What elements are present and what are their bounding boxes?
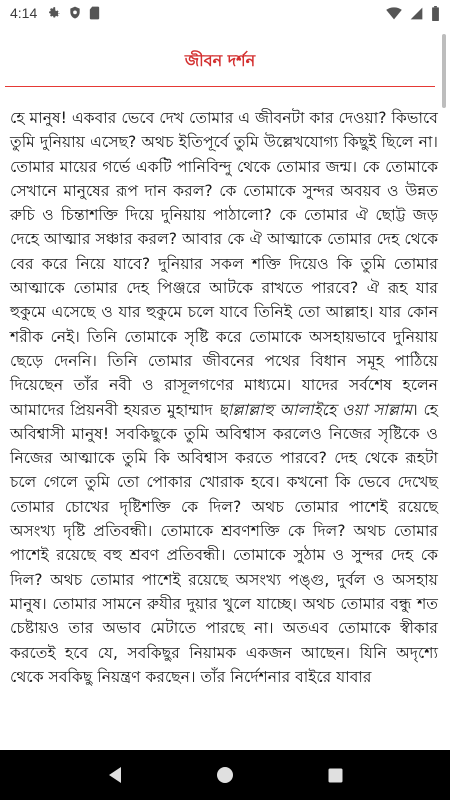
status-time: 4:14	[10, 5, 38, 21]
article-body	[10, 106, 438, 689]
sd-card-icon	[89, 6, 100, 20]
shield-icon	[69, 6, 81, 20]
status-bar	[0, 0, 450, 26]
article-text-part1: হে মানুষ! একবার ভেবে দেখ তোমার এ জীবনটা কার দেওয়া? কিভাবে তুমি দুনিয়ায় এসেছ? অথচ ইতিপূর্বে তুমি উল্লেখযোগ্য কিছুই ছিলে না। তোমার মায়ের গর্ভে একটি পানিবিন্দু থেকে তোমার জন্ম। কে তোমাকে সেখানে মানুষের রূপ দান করল? কে তোমাকে সুন্দর অবয়ব ও উন্নত রুচি ও চিন্তাশক্তি দিয়ে দুনিয়ায় পাঠালো? কে তোমার ঐ ছোট্ট জড় দেহে আত্মার সঞ্চার করল? আবার কে ঐ আত্মাকে তোমার দেহ থেকে বের করে নিয়ে যাবে? দুনিয়ার সকল শক্তি দিয়েও কি তুমি তোমার আত্মাকে তোমার দেহ পিঞ্জরে আটকে রাখতে পারবে? ঐ রূহ যার হুকুমে এসেছে ও যার হুকুমে চলে যাবে তিনিই তো আল্লাহ। যার কোন শরীক নেই। তিনি তোমাকে সৃষ্টি করে তোমাকে অসহায়ভাবে দুনিয়ায় ছেড়ে দেননি। তিনি তোমার জীবনের পথের বিধান সমূহ পাঠিয়ে দিয়েছেন তাঁর নবী ও রাসূলগণের মাধ্যমে। যাদের সর্বশেষ হলেন আমাদের প্রিয়নবী হযরত মুহাম্মাদ	[10, 109, 438, 419]
cellular-signal-icon	[410, 7, 423, 20]
settings-gear-icon	[47, 6, 61, 20]
status-right-group	[386, 6, 440, 21]
scrollbar-thumb[interactable]	[442, 34, 446, 108]
article-text-part2: । হে অবিশ্বাসী মানুষ! সবকিছুকে তুমি অবিশ্বাস করলেও নিজের সৃষ্টিকে ও নিজের আত্মাকে তুমি কি অবিশ্বাস করতে পারবে? দেহ থেকে রূহটা চলে গেলে তুমি তো পোকার খোরাক হবে। কখনো কি ভেবে দেখেছ তোমার চোখের দৃষ্টিশক্তি কে দিল? অথচ তোমার পাশেই রয়েছে অসংখ্য দৃষ্টি প্রতিবন্ধী। তোমাকে শ্রবণশক্তি কে দিল? অথচ তোমার পাশেই রয়েছে বহু শ্রবণ প্রতিবন্ধী। তোমাকে সুঠাম ও সুন্দর দেহ কে দিল? অথচ তোমার পাশেই রয়েছে অসংখ্য পঙ্গু, দুর্বল ও অসহায় মানুষ। তোমার সামনে রুযীর দুয়ার খুলে যাচ্ছে। অথচ তোমার বন্ধু শত চেষ্টায়ও তার অভাব মেটাতে পারছে না। অতএব তোমাকে স্বীকার করতেই হবে যে, সবকিছুর নিয়ামক একজন আছেন। যিনি অদৃশ্যে থেকে সবকিছু নিয়ন্ত্রণ করছেন। তাঁর নির্দেশনার বাইরে যাবার	[10, 400, 438, 686]
navigation-bar	[0, 750, 450, 800]
page-title: জীবন দর্শন	[184, 51, 256, 70]
article-honorific: ছাল্লাল্লাহু আলাইহে ওয়া সাল্লাম	[218, 400, 413, 419]
title-divider	[5, 86, 435, 87]
home-icon[interactable]	[205, 755, 245, 795]
wifi-icon	[386, 7, 402, 20]
back-icon[interactable]	[95, 755, 135, 795]
article-view[interactable]	[0, 26, 450, 750]
battery-icon	[431, 6, 440, 21]
recents-icon[interactable]	[315, 755, 355, 795]
status-left-group	[10, 5, 100, 21]
